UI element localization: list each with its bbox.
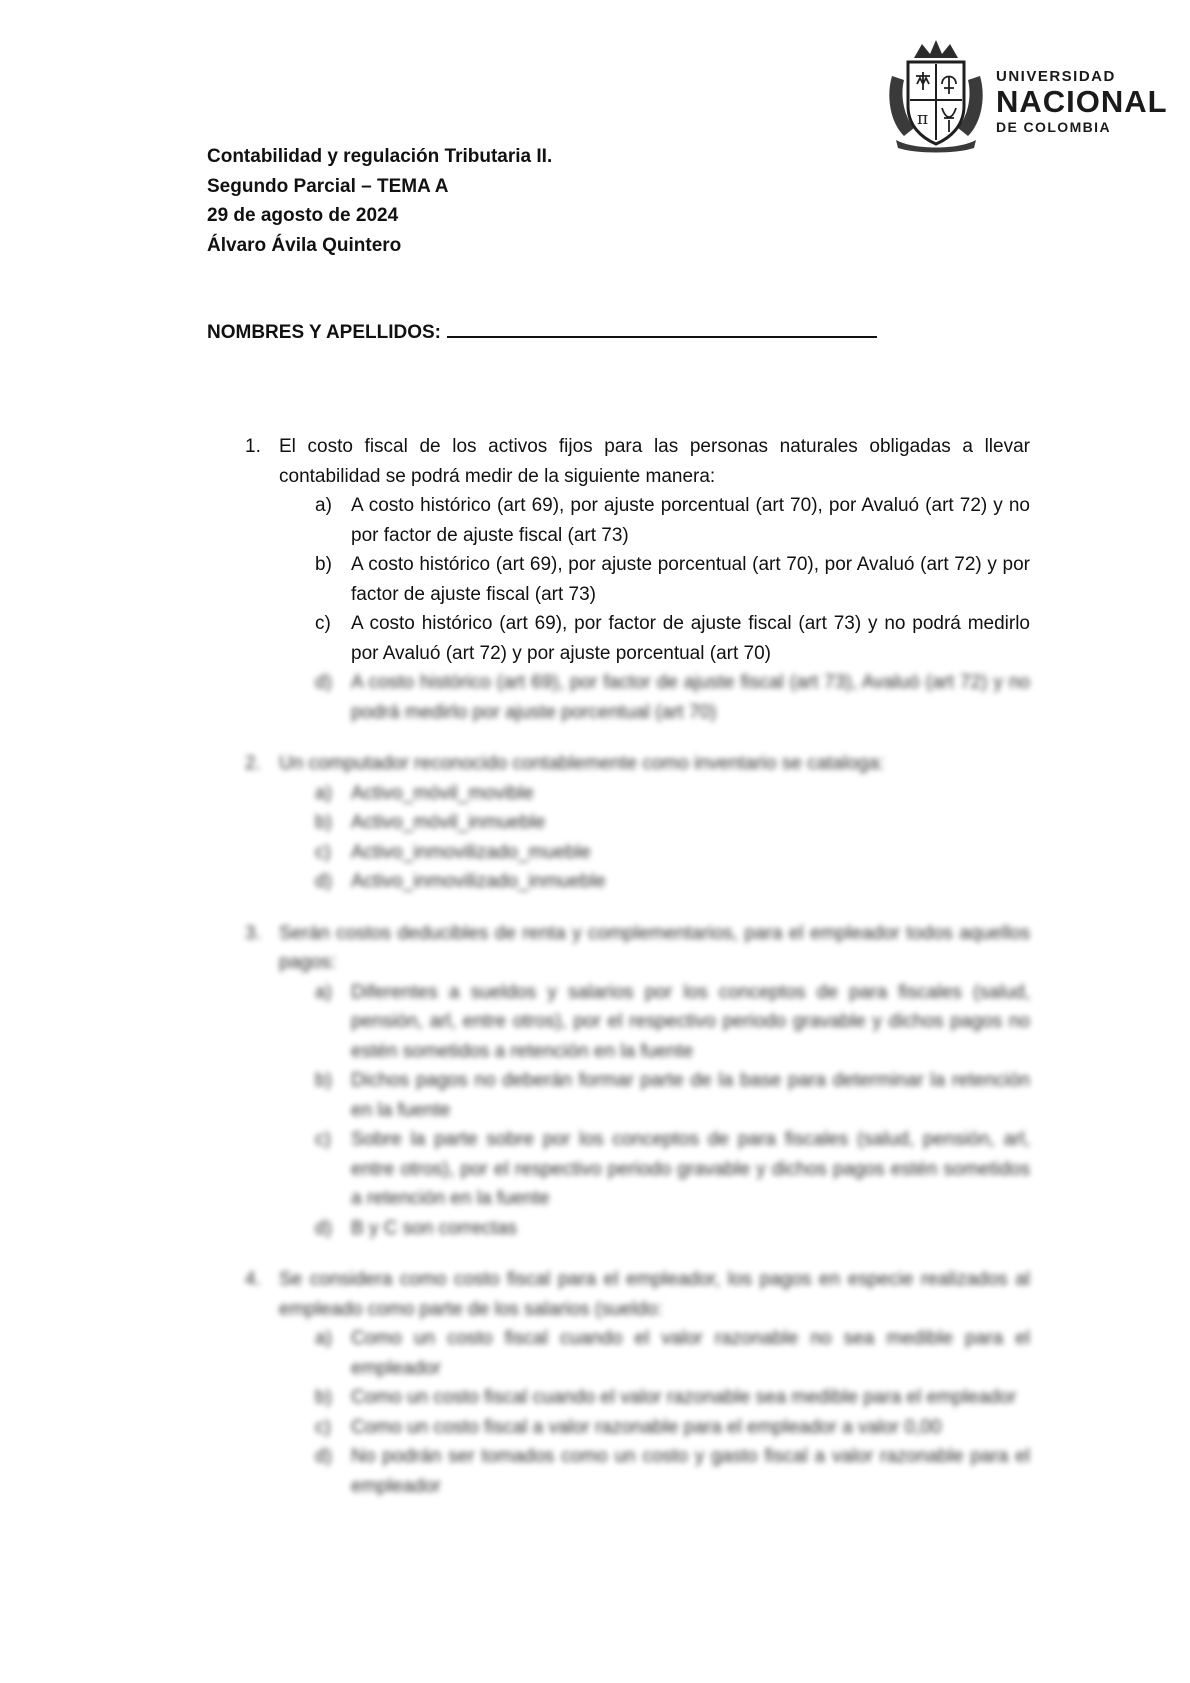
university-crest-icon: [884, 36, 988, 154]
option-text: Como un costo fiscal cuando el valor razonable sea medible para el empleador: [351, 1387, 1017, 1408]
question-stem: Un computador reconocido contablemente como inventario se cataloga:: [279, 753, 885, 774]
option-list: [279, 1324, 1030, 1501]
option-d[interactable]: [279, 1442, 1030, 1501]
option-text: A costo histórico (art 69), por factor de ajuste fiscal (art 73) y no podrá medirlo por Avaluó (art 72) y por ajuste porcentual (art 70): [351, 613, 1030, 664]
option-text: Activo_inmovilizado_mueble: [351, 841, 591, 863]
option-text: No podrán ser tomados como un costo y gasto fiscal a valor razonable para el empleador: [351, 1446, 1030, 1497]
option-b[interactable]: [279, 808, 1030, 838]
option-text: Diferentes a sueldos y salarios por los conceptos de para fiscales (salud, pensión, arl, entre otros), por el respectivo periodo gravable y dichos pagos no estén sometidos a retención en la fuente: [351, 981, 1030, 1062]
option-text: Activo_móvil_movible: [351, 782, 534, 804]
option-letter: a): [315, 495, 332, 516]
option-d[interactable]: [279, 1214, 1030, 1244]
option-letter: b): [315, 1070, 332, 1091]
option-d[interactable]: [279, 668, 1030, 727]
option-text: Como un costo fiscal a valor razonable para el empleador a valor 0,00: [351, 1416, 942, 1438]
option-text: Dichos pagos no deberán formar parte de la base para determinar la retención en la fuente: [351, 1070, 1030, 1121]
question-4: [245, 1265, 1030, 1501]
option-a[interactable]: [279, 491, 1030, 550]
option-letter: d): [315, 1446, 332, 1467]
option-text: B y C son correctas: [351, 1217, 517, 1239]
option-text: Activo_móvil_inmueble: [351, 812, 546, 833]
question-number: 2.: [245, 753, 261, 774]
option-c[interactable]: [279, 1413, 1030, 1443]
question-stem: Se considera como costo fiscal para el empleador, los pagos en especie realizados al empleado como parte de los salarios (sueldo:: [279, 1269, 1030, 1320]
professor-name: Álvaro Ávila Quintero: [207, 234, 402, 256]
option-letter: c): [315, 613, 331, 634]
exam-header: [207, 142, 552, 260]
question-stem: Serán costos deducibles de renta y complementarios, para el empleador todos aquellos pagos:: [279, 922, 1030, 973]
option-a[interactable]: [279, 978, 1030, 1067]
question-2: [245, 749, 1030, 897]
option-letter: d): [315, 871, 332, 892]
option-letter: c): [315, 1416, 331, 1438]
option-list: [279, 491, 1030, 727]
option-letter: b): [315, 812, 332, 833]
option-letter: a): [315, 1328, 332, 1349]
option-letter: a): [315, 782, 332, 804]
option-text: A costo histórico (art 69), por ajuste porcentual (art 70), por Avaluó (art 72) y no por factor de ajuste fiscal (art 73): [351, 495, 1030, 546]
question-3: [245, 919, 1030, 1244]
question-number: 1.: [245, 436, 261, 457]
question-list: [245, 432, 1030, 1523]
question-number: 3.: [245, 922, 261, 944]
option-list: [279, 779, 1030, 897]
option-letter: d): [315, 1217, 332, 1239]
option-text: Sobre la parte sobre por los conceptos de para fiscales (salud, pensión, arl, entre otros), por el respectivo periodo gravable y dichos pagos estén sometidos a retención en la fuente: [351, 1129, 1030, 1209]
option-letter: c): [315, 1129, 331, 1150]
option-a[interactable]: [279, 1324, 1030, 1383]
option-text: Activo_inmovilizado_inmueble: [351, 871, 606, 892]
question-stem: El costo fiscal de los activos fijos para las personas naturales obligadas a llevar contabilidad se podrá medir de la siguiente manera:: [279, 436, 1030, 487]
option-c[interactable]: [279, 838, 1030, 868]
student-name-blank-line[interactable]: [447, 318, 877, 338]
option-list: [279, 978, 1030, 1244]
question-number: 4.: [245, 1269, 261, 1290]
question-1: [245, 432, 1030, 727]
course-title: Contabilidad y regulación Tributaria II.: [207, 146, 553, 167]
student-name-label: NOMBRES Y APELLIDOS:: [207, 322, 442, 343]
option-d[interactable]: [279, 867, 1030, 897]
logo-line-3: DE COLOMBIA: [996, 119, 1111, 135]
option-b[interactable]: [279, 550, 1030, 609]
exam-date: 29 de agosto de 2024: [207, 205, 399, 226]
logo-line-1: UNIVERSIDAD: [996, 68, 1116, 85]
exam-title: Segundo Parcial – TEMA A: [207, 175, 449, 197]
option-a[interactable]: [279, 779, 1030, 809]
option-letter: c): [315, 841, 331, 863]
option-b[interactable]: [279, 1066, 1030, 1125]
student-name-field: [207, 318, 877, 344]
option-c[interactable]: [279, 1125, 1030, 1214]
logo-line-2: NACIONAL: [996, 84, 1168, 119]
option-letter: b): [315, 1387, 332, 1408]
option-letter: d): [315, 672, 332, 693]
option-letter: a): [315, 981, 332, 1003]
option-text: A costo histórico (art 69), por ajuste porcentual (art 70), por Avaluó (art 72) y por factor de ajuste fiscal (art 73): [351, 554, 1030, 605]
option-text: A costo histórico (art 69), por factor de ajuste fiscal (art 73), Avaluó (art 72) y no podrá medirlo por ajuste porcentual (art 70): [351, 672, 1030, 723]
option-letter: b): [315, 554, 332, 575]
option-text: Como un costo fiscal cuando el valor razonable no sea medible para el empleador: [351, 1328, 1030, 1379]
university-name: [996, 68, 1168, 136]
university-logo: [884, 36, 1168, 156]
option-b[interactable]: [279, 1383, 1030, 1413]
svg-text:π: π: [917, 109, 929, 129]
option-c[interactable]: [279, 609, 1030, 668]
